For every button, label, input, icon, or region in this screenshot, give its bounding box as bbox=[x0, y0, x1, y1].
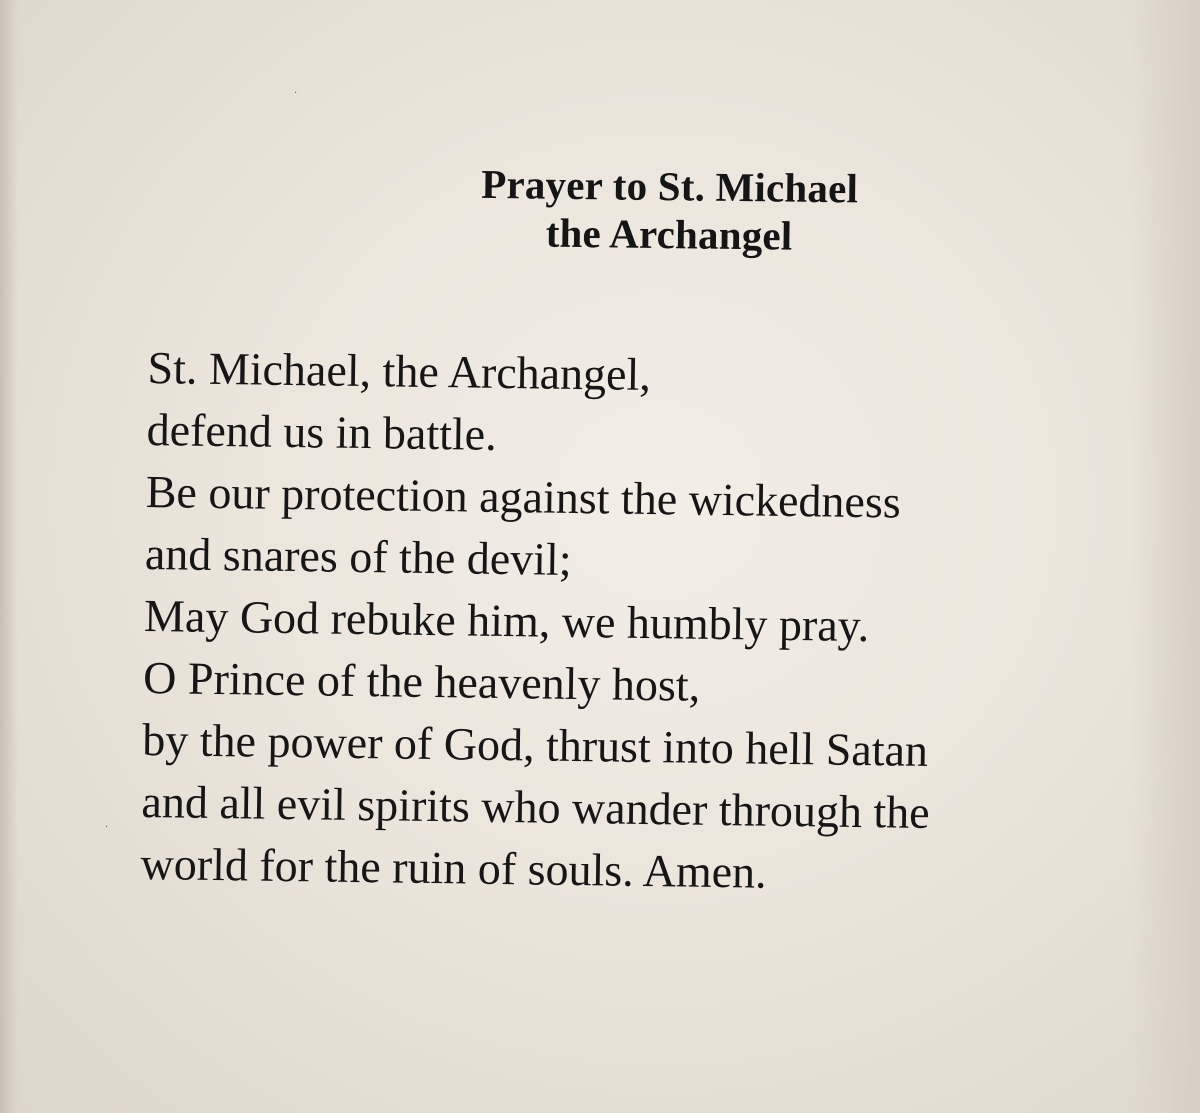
title-line-2: the Archangel bbox=[545, 209, 793, 259]
prayer-line-9: world for the ruin of souls. Amen. bbox=[140, 837, 767, 898]
prayer-line-4: and snares of the devil; bbox=[144, 527, 572, 585]
ink-speck: · bbox=[105, 822, 109, 833]
prayer-text bbox=[140, 337, 1158, 909]
prayer-line-3: Be our protection against the wickedness bbox=[145, 465, 902, 528]
prayer-title bbox=[329, 158, 1010, 262]
ink-speck: · bbox=[294, 88, 298, 99]
prayer-line-6: O Prince of the heavenly host, bbox=[142, 651, 701, 711]
prayer-line-7: by the power of God, thrust into hell Satan bbox=[142, 713, 929, 776]
title-line-1: Prayer to St. Michael bbox=[480, 160, 859, 212]
page-left-shadow bbox=[0, 0, 18, 1113]
prayer-line-2: defend us in battle. bbox=[146, 403, 498, 460]
prayer-line-1: St. Michael, the Archangel, bbox=[147, 341, 652, 401]
prayer-line-5: May God rebuke him, we humbly pray. bbox=[143, 589, 870, 652]
prayer-line-8: and all evil spirits who wander through the bbox=[141, 775, 931, 838]
